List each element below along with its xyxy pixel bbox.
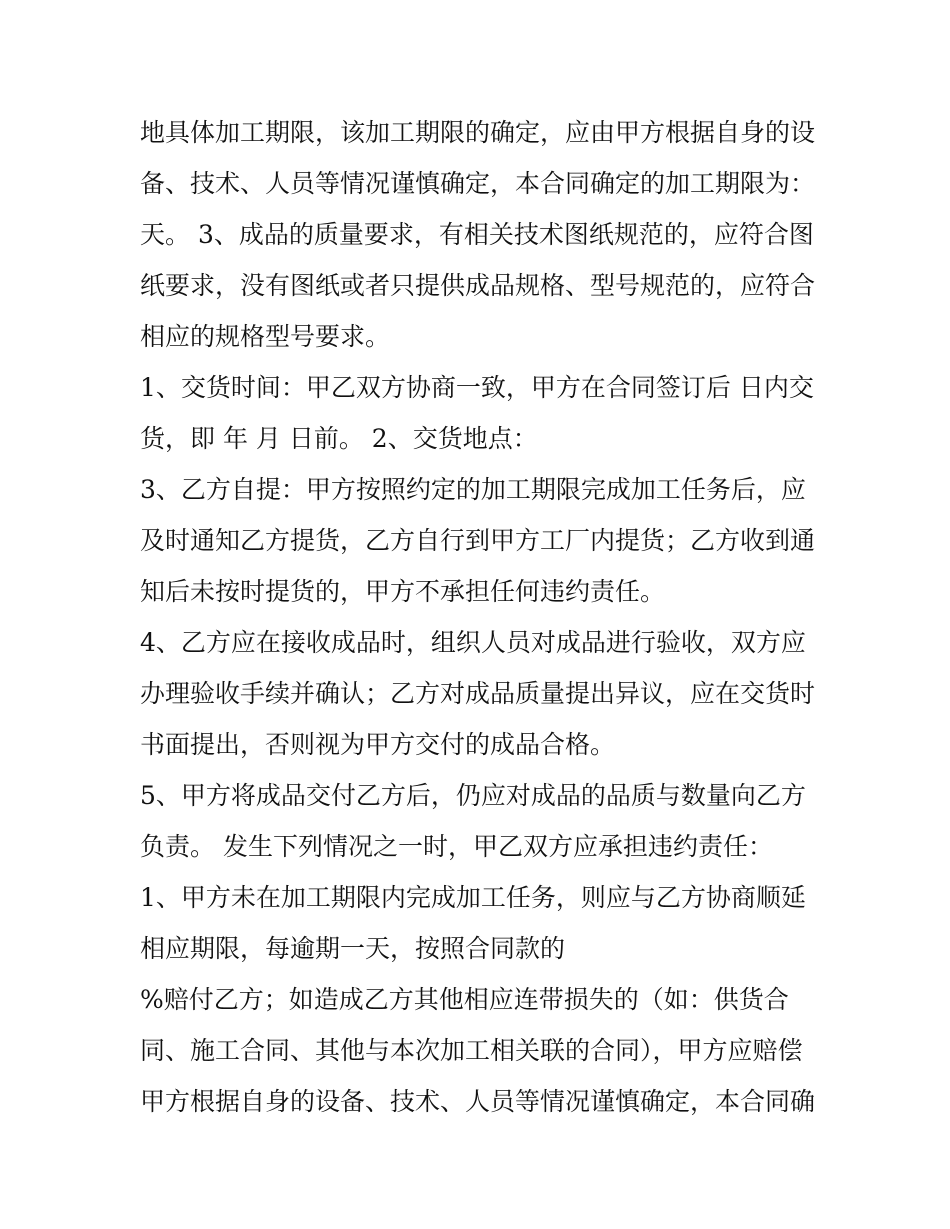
text-line: 及时通知乙方提货，乙方自行到甲方工厂内提货；乙方收到通 xyxy=(140,526,816,555)
text-line: 3、乙方自提：甲方按照约定的加工期限完成加工任务后，应 xyxy=(140,475,806,504)
text-line: 相应期限，每逾期一天，按照合同款的 xyxy=(140,934,566,963)
text-line: 甲方根据自身的设备、技术、人员等情况谨慎确定，本合同确 xyxy=(140,1087,816,1116)
text-line: 书面提出，否则视为甲方交付的成品合格。 xyxy=(140,730,616,759)
text-line: 纸要求，没有图纸或者只提供成品规格、型号规范的，应符合 xyxy=(140,271,816,300)
text-line: 1、交货时间：甲乙双方协商一致，甲方在合同签订后 日内交 xyxy=(140,373,814,402)
text-line: 货，即 年 月 日前。 2、交货地点： xyxy=(140,424,538,453)
text-line: 1、甲方未在加工期限内完成加工任务，则应与乙方协商顺延 xyxy=(140,883,806,912)
text-line: 4、乙方应在接收成品时，组织人员对成品进行验收，双方应 xyxy=(140,628,806,657)
text-line: 相应的规格型号要求。 xyxy=(140,322,391,351)
text-line: 天。 3、成品的质量要求，有相关技术图纸规范的，应符合图 xyxy=(140,220,814,249)
text-line: 5、甲方将成品交付乙方后，仍应对成品的品质与数量向乙方 xyxy=(140,781,806,810)
text-line: 备、技术、人员等情况谨慎确定，本合同确定的加工期限为： xyxy=(140,169,816,198)
contract-text-body xyxy=(140,107,820,1127)
text-line: 知后未按时提货的，甲方不承担任何违约责任。 xyxy=(140,577,666,606)
text-line: 办理验收手续并确认；乙方对成品质量提出异议，应在交货时 xyxy=(140,679,816,708)
text-line: 同、施工合同、其他与本次加工相关联的合同），甲方应赔偿 xyxy=(140,1036,803,1065)
text-line: %赔付乙方；如造成乙方其他相应连带损失的（如：供货合 xyxy=(140,985,789,1014)
text-line: 负责。 发生下列情况之一时，甲乙双方应承担违约责任： xyxy=(140,832,773,861)
text-line: 地具体加工期限，该加工期限的确定，应由甲方根据自身的设 xyxy=(140,118,816,147)
